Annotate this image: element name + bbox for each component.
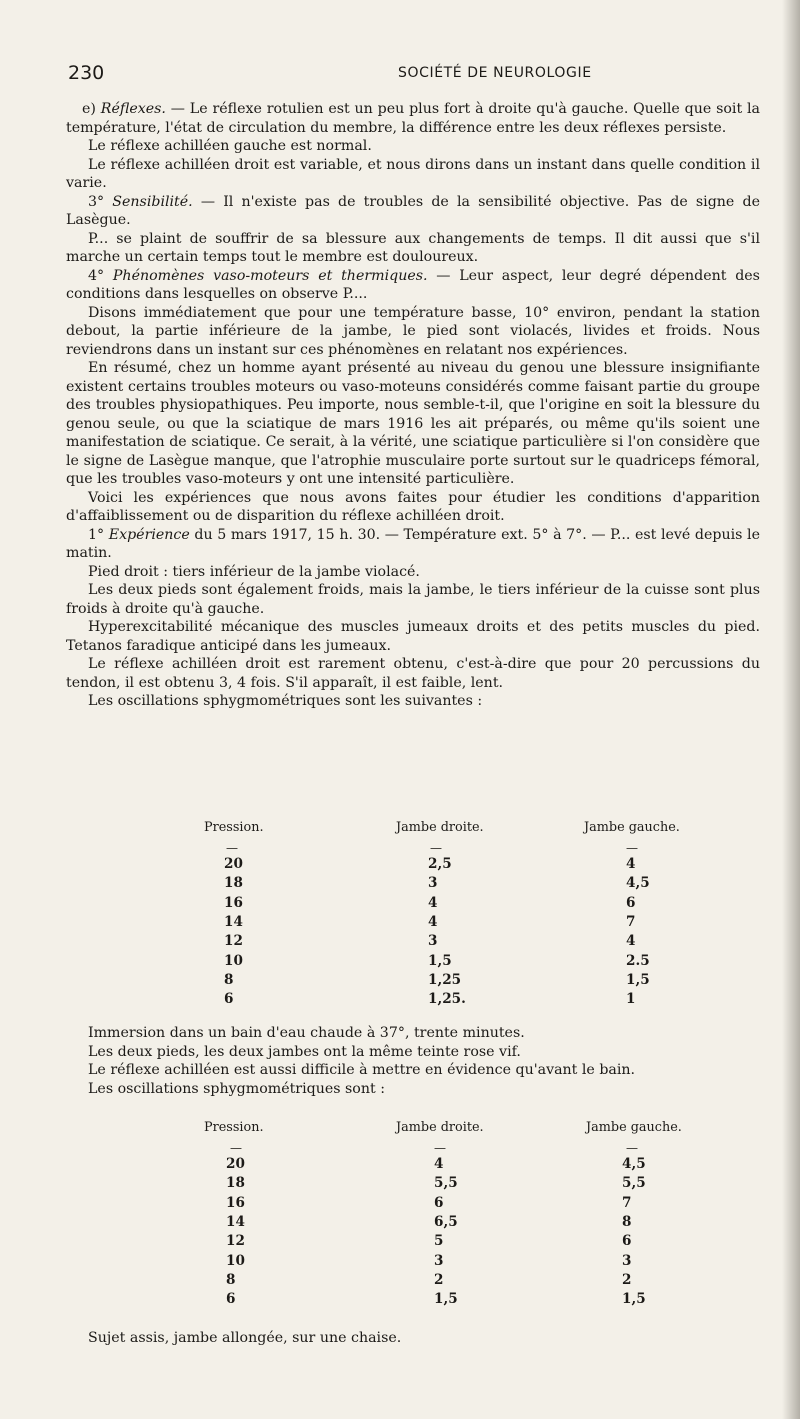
- paragraph: Le réflexe achilléen droit est rarement obtenu, c'est-à-dire que pour 20 percussions du tendon, il est obtenu 3, 4 fois. S'il apparaît, il est faible, lent.: [66, 656, 760, 691]
- paragraph: Les deux pieds, les deux jambes ont la même teinte rose vif.: [88, 1043, 521, 1060]
- cell-pression: 16: [224, 894, 243, 911]
- paragraph-sensibilite: 3° Sensibilité. — Il n'existe pas de troubles de la sensibilité objective. Pas de signe de Lasègue.: [66, 193, 760, 228]
- header-dash: —: [434, 1141, 446, 1155]
- cell-jambe-gauche: 2: [622, 1271, 632, 1288]
- page-header: [68, 62, 758, 86]
- cell-pression: 8: [224, 971, 234, 988]
- cell-jambe-droite: 1,5: [434, 1291, 458, 1308]
- cell-jambe-droite: 6: [434, 1194, 444, 1211]
- paragraph: Disons immédiatement que pour une température basse, 10° environ, pendant la station debout, la partie inférieure de la jambe, le pied sont violacés, livides et froids. Nous reviendrons dans un instant sur ces phénomènes en relatant nos expériences.: [66, 304, 760, 358]
- cell-jambe-gauche: 6: [626, 894, 636, 911]
- paragraph-reflexes: e) Réflexes. — Le réflexe rotulien est un peu plus fort à droite qu'à gauche. Quelle que soit la température, l'état de circulation du membre, la différence entre les deux réflexes persiste.: [66, 101, 760, 136]
- cell-jambe-gauche: 5,5: [622, 1175, 646, 1192]
- cell-jambe-gauche: 1,5: [622, 1291, 646, 1308]
- cell-jambe-gauche: 3: [622, 1252, 632, 1269]
- paragraph: Voici les expériences que nous avons faites pour étudier les conditions d'apparition d'affaiblissement ou de disparition du réflexe achilléen droit.: [66, 489, 760, 524]
- cell-pression: 10: [224, 952, 243, 969]
- cell-jambe-gauche: 1: [626, 991, 636, 1008]
- cell-pression: 20: [226, 1156, 245, 1172]
- table-oscillations-2: [200, 1120, 700, 1320]
- header-dash: —: [626, 1141, 638, 1155]
- cell-jambe-droite: 4: [428, 894, 438, 911]
- cell-pression: 10: [226, 1252, 245, 1269]
- cell-jambe-droite: 2,5: [428, 856, 452, 872]
- cell-pression: 12: [224, 933, 243, 950]
- page-number: 230: [68, 62, 105, 84]
- table-oscillations-1: [200, 820, 700, 1020]
- cell-pression: 6: [226, 1291, 236, 1308]
- cell-jambe-gauche: 7: [622, 1194, 632, 1211]
- cell-jambe-droite: 4: [434, 1156, 444, 1172]
- cell-pression: 12: [226, 1233, 245, 1250]
- column-header-pression: Pression.: [204, 820, 264, 835]
- cell-jambe-droite: 1,5: [428, 952, 452, 969]
- column-header-jambe-droite: Jambe droite.: [396, 1120, 484, 1135]
- cell-jambe-gauche: 8: [622, 1213, 632, 1230]
- paragraph: Hyperexcitabilité mécanique des muscles jumeaux droits et des petits muscles du pied. Tetanos faradique anticipé dans les jumeaux.: [66, 619, 760, 654]
- cell-jambe-droite: 4: [428, 913, 438, 930]
- cell-jambe-gauche: 4,5: [622, 1156, 646, 1172]
- cell-jambe-droite: 3: [434, 1252, 444, 1269]
- column-header-pression: Pression.: [204, 1120, 264, 1135]
- paragraph-experience: 1° Expérience du 5 mars 1917, 15 h. 30. — Température ext. 5° à 7°. — P... est levé depuis le matin.: [66, 526, 760, 561]
- cell-jambe-droite: 1,25: [428, 971, 462, 988]
- cell-pression: 18: [224, 875, 243, 892]
- cell-jambe-gauche: 4: [626, 856, 636, 872]
- column-header-jambe-gauche: Jambe gauche.: [584, 820, 680, 835]
- cell-pression: 20: [224, 856, 243, 872]
- paragraph: Les oscillations sphygmométriques sont les suivantes :: [88, 693, 483, 709]
- cell-jambe-droite: 5,5: [434, 1175, 458, 1192]
- cell-jambe-droite: 5: [434, 1233, 444, 1250]
- cell-jambe-gauche: 1,5: [626, 971, 650, 988]
- header-dash: —: [230, 1141, 242, 1155]
- cell-jambe-gauche: 4,5: [626, 875, 650, 892]
- header-dash: —: [226, 841, 238, 855]
- paragraph: Immersion dans un bain d'eau chaude à 37°, trente minutes.: [88, 1025, 525, 1041]
- cell-jambe-gauche: 7: [626, 913, 636, 930]
- header-dash: —: [430, 841, 442, 855]
- cell-jambe-droite: 6,5: [434, 1213, 458, 1230]
- body-text-continued: [66, 1024, 760, 1098]
- page-edge-shadow: [782, 0, 800, 1419]
- column-header-jambe-gauche: Jambe gauche.: [586, 1120, 682, 1135]
- body-text: [66, 100, 760, 711]
- cell-pression: 18: [226, 1175, 245, 1192]
- paragraph: Pied droit : tiers inférieur de la jambe violacé.: [88, 563, 420, 580]
- cell-pression: 16: [226, 1194, 245, 1211]
- cell-jambe-gauche: 6: [622, 1233, 632, 1250]
- cell-jambe-droite: 3: [428, 933, 438, 950]
- cell-jambe-gauche: 4: [626, 933, 636, 950]
- paragraph-resume: En résumé, chez un homme ayant présenté au niveau du genou une blessure insignifiante existent certains troubles moteurs ou vaso-moteuns considérés comme faisant partie du groupe des troubles physiopathiques. Peu importe, nous semble-t-il, que l'origine en soit la blessure du genou seule, ou que la sciatique de mars 1916 les ait préparés, ou même qu'ils soient une manifestation de sciatique. Ce serait, à la vérité, une sciatique particulière si l'on considère que le signe de Lasègue manque, que l'atrophie musculaire porte surtout sur le quadriceps fémoral, que les troubles vaso-moteurs y ont une intensité particulière.: [66, 360, 760, 487]
- paragraph: Les oscillations sphygmométriques sont :: [88, 1080, 385, 1097]
- cell-pression: 8: [226, 1271, 236, 1288]
- cell-pression: 14: [224, 913, 243, 930]
- cell-pression: 14: [226, 1213, 245, 1230]
- cell-jambe-droite: 1,25.: [428, 991, 466, 1008]
- paragraph: Le réflexe achilléen gauche est normal.: [88, 138, 372, 154]
- paragraph: Le réflexe achilléen est aussi difficile à mettre en évidence qu'avant le bain.: [88, 1062, 636, 1078]
- header-dash: —: [626, 841, 638, 855]
- paragraph: P... se plaint de souffrir de sa blessure aux changements de temps. Il dit aussi que s'il marche un certain temps tout le membre est douloureux.: [66, 230, 760, 265]
- running-head: SOCIÉTÉ DE NEUROLOGIE: [398, 65, 592, 81]
- paragraph: Le réflexe achilléen droit est variable, et nous dirons dans un instant dans quelle condition il varie.: [66, 156, 760, 191]
- cell-jambe-droite: 3: [428, 875, 438, 892]
- column-header-jambe-droite: Jambe droite.: [396, 820, 484, 835]
- closing-line: Sujet assis, jambe allongée, sur une chaise.: [88, 1330, 402, 1346]
- paragraph: Les deux pieds sont également froids, mais la jambe, le tiers inférieur de la cuisse sont plus froids à droite qu'à gauche.: [66, 582, 760, 617]
- cell-jambe-gauche: 2.5: [626, 952, 650, 969]
- paragraph-phenomenes: 4° Phénomènes vaso-moteurs et thermiques. — Leur aspect, leur degré dépendent des conditions dans lesquelles on observe P....: [66, 267, 760, 302]
- cell-jambe-droite: 2: [434, 1271, 444, 1288]
- cell-pression: 6: [224, 991, 234, 1008]
